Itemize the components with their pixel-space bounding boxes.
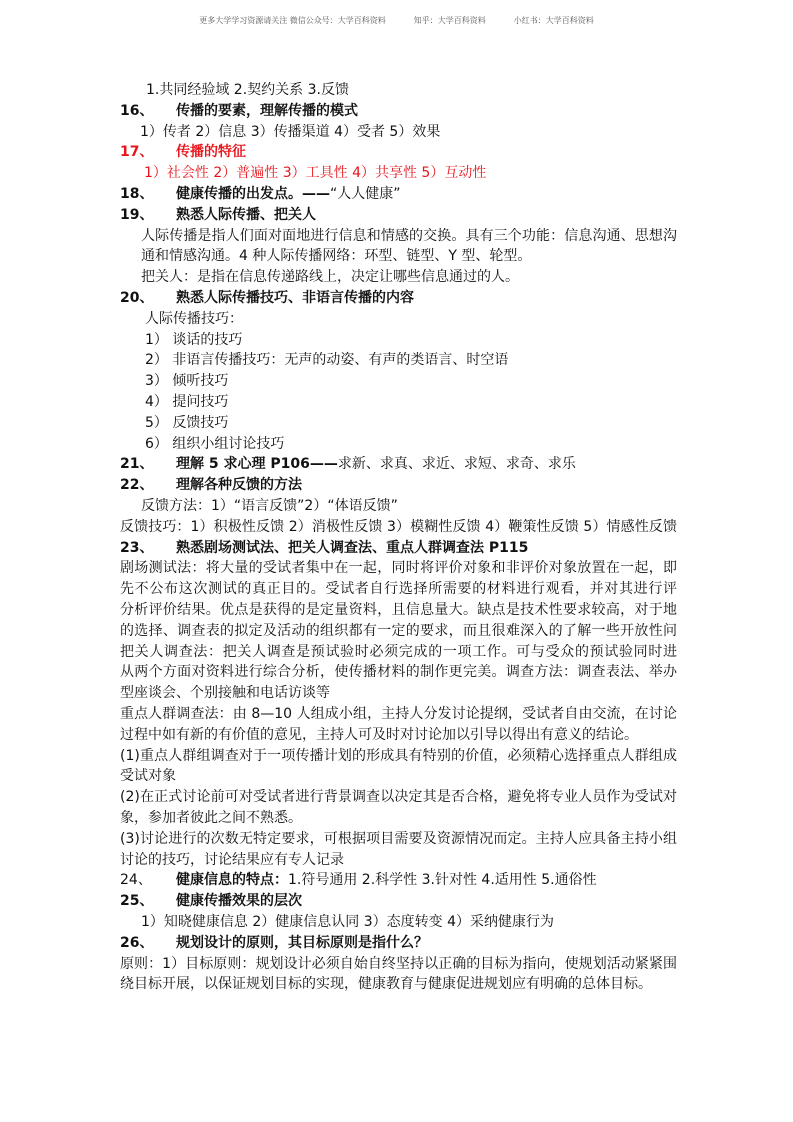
- text-line: 重点人群调查法：由 8—10 人组成小组，主持人分发讨论提纲，受试者自由交流，在讨论: [120, 706, 677, 722]
- section-number: 24、: [120, 872, 152, 889]
- heading-detail: 求新、求真、求近、求短、求奇、求乐: [337, 456, 576, 473]
- text-line: 的选择、调查表的拟定及活动的组织都有一定的要求，而且很难深入的了解一些开放性问: [120, 622, 677, 639]
- section-heading: [0, 288, 793, 309]
- section-heading: [0, 184, 793, 205]
- text-line: 分析评价结果。优点是获得的是定量资料，且信息量大。缺点是技术性要求较高，对于地: [120, 602, 677, 618]
- heading-title: 规划设计的原则，其目标原则是指什么？: [176, 934, 428, 951]
- text-line: 原则：1）目标原则：规划设计必须自始自终坚持以正确的目标为指向，使规划活动紧紧围: [120, 955, 677, 972]
- heading-text: [176, 205, 316, 226]
- heading-text: [176, 454, 576, 475]
- heading-title: 熟悉剧场测试法、把关人调查法、重点人群调查法 P115: [176, 539, 529, 556]
- heading-title: 传播的要素，理解传播的模式: [176, 102, 358, 119]
- text-line: 通和情感沟通。4 种人际传播网络：环型、链型、Y 型、轮型。: [141, 248, 532, 265]
- text-line: 1.共同经验域 2.契约关系 3.反馈: [146, 82, 349, 98]
- text-line: 把关人调查法：把关人调查是预试验时必须完成的一项工作。可与受众的预试验同时进: [120, 643, 677, 660]
- section-heading: [0, 891, 793, 912]
- section-heading: [0, 101, 793, 122]
- heading-title: 熟悉人际传播技巧、非语言传播的内容: [176, 290, 414, 306]
- section-number: 21、: [120, 456, 154, 473]
- section-heading: [0, 538, 793, 559]
- text-line: 1）知晓健康信息 2）健康信息认同 3）态度转变 4）采纳健康行为: [141, 914, 554, 930]
- text-line: (2)在正式讨论前可对受试者进行背景调查以决定其是否合格，避免将专业人员作为受试对: [120, 789, 677, 806]
- heading-text: [176, 101, 358, 122]
- section-number: 25、: [120, 893, 154, 910]
- section-number: 18、: [120, 186, 154, 202]
- text-line: 1）传者 2）信息 3）传播渠道 4）受者 5）效果: [140, 123, 441, 140]
- heading-detail: “人人健康”: [330, 186, 401, 202]
- text-line: 人际传播技巧：: [145, 310, 243, 327]
- text-line: 2） 非语言传播技巧：无声的动姿、有声的类语言、时空语: [145, 352, 509, 369]
- heading-title: 理解 5 求心理 P106——: [176, 456, 338, 473]
- section-heading: [0, 142, 793, 163]
- text-line: 绕目标开展，以保证规划目标的实现，健康教育与健康促进规划应有明确的总体目标。: [120, 976, 652, 993]
- text-line: 人际传播是指人们面对面地进行信息和情感的交换。具有三个功能：信息沟通、思想沟: [141, 227, 677, 244]
- heading-title: 理解各种反馈的方法: [176, 477, 302, 494]
- text-line: 把关人：是指在信息传递路线上，决定让哪些信息通过的人。: [141, 269, 519, 286]
- section-number: 19、: [120, 206, 154, 223]
- section-heading: [0, 205, 793, 226]
- section-number: 20、: [120, 290, 154, 306]
- section-number: 22、: [120, 477, 154, 494]
- text-line: (3)讨论进行的次数无特定要求，可根据项目需要及资源情况而定。主持人应具备主持小组: [120, 830, 677, 847]
- text-line: 反馈技巧：1）积极性反馈 2）消极性反馈 3）模糊性反馈 4）鞭策性反馈 5）情感性反馈: [120, 518, 677, 535]
- text-line: 5） 反馈技巧: [145, 414, 229, 431]
- header-wechat: 更多大学学习资源请关注 微信公众号：大学百科资料: [199, 16, 386, 25]
- heading-text: [176, 184, 401, 205]
- heading-title: 传播的特征: [176, 144, 246, 161]
- heading-title: 健康传播效果的层次: [176, 893, 302, 910]
- section-heading: [0, 870, 793, 891]
- text-line: 1） 谈话的技巧: [145, 331, 243, 348]
- section-heading: [0, 933, 793, 954]
- section-number: 26、: [120, 934, 154, 951]
- text-line: 讨论的技巧，讨论结果应有专人记录: [120, 851, 344, 868]
- text-line: 象，参加者彼此之间不熟悉。: [120, 810, 302, 826]
- heading-text: [176, 870, 597, 891]
- header-zhihu: 知乎：大学百科资料: [413, 16, 486, 25]
- header-xiaohongshu: 小红书：大学百科资料: [513, 16, 594, 25]
- page-header: [0, 15, 793, 26]
- section-heading: [0, 475, 793, 496]
- text-line: 6） 组织小组讨论技巧: [145, 435, 285, 452]
- text-line: 1）社会性 2）普遍性 3）工具性 4）共享性 5）互动性: [144, 165, 487, 182]
- text-line: 过程中如有新的有价值的意见，主持人可及时对讨论加以引导以得出有意义的结论。: [120, 726, 638, 743]
- heading-text: [176, 933, 428, 954]
- text-line: 型座谈会、个别接触和电话访谈等: [120, 685, 330, 702]
- section-number: 23、: [120, 539, 154, 556]
- section-number: 17、: [120, 144, 154, 161]
- section-heading: [0, 454, 793, 475]
- heading-title: 健康信息的特点：: [176, 872, 288, 889]
- text-line: 反馈方法：1）“语言反馈”2）“体语反馈”: [141, 498, 398, 514]
- heading-text: [176, 891, 302, 912]
- text-line: (1)重点人群组调查对于一项传播计划的形成具有特别的价值，必须精心选择重点人群组成: [120, 747, 677, 764]
- heading-text: [176, 538, 528, 559]
- text-line: 从两个方面对资料进行综合分析，使传播材料的制作更完美。调查方法：调查表法、举办: [120, 664, 677, 681]
- heading-text: [176, 142, 246, 163]
- section-number: 16、: [120, 102, 154, 119]
- heading-text: [176, 288, 414, 309]
- text-line: 先不公布这次测试的真正目的。受试者自行选择所需要的材料进行观看，并对其进行评: [120, 581, 677, 598]
- text-line: 3） 倾听技巧: [145, 373, 229, 390]
- heading-detail: 1.符号通用 2.科学性 3.针对性 4.适用性 5.通俗性: [288, 872, 597, 889]
- heading-title: 熟悉人际传播、把关人: [176, 206, 316, 223]
- text-line: 受试对象: [120, 768, 176, 785]
- heading-title: 健康传播的出发点。——: [176, 186, 330, 202]
- text-line: 4） 提问技巧: [145, 394, 229, 410]
- text-line: 剧场测试法：将大量的受试者集中在一起，同时将评价对象和非评价对象放置在一起，即: [120, 560, 677, 577]
- heading-text: [176, 475, 302, 496]
